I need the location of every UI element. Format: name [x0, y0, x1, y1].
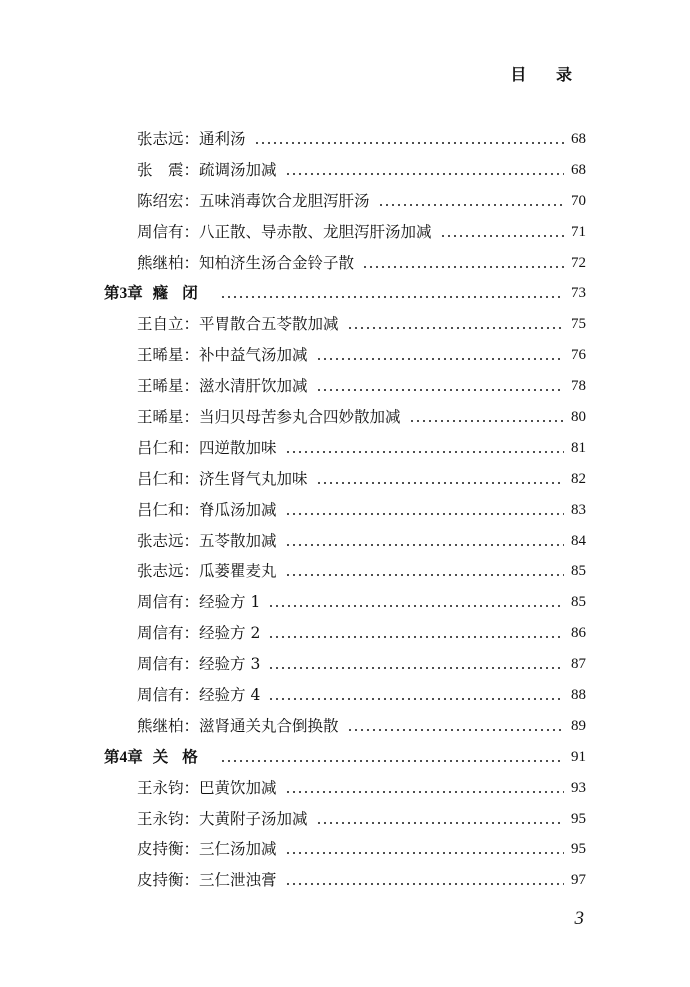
toc-label — [104, 278, 212, 310]
toc-separator: ： — [183, 377, 200, 396]
toc-page-number: 76 — [571, 347, 586, 364]
chapter-suffix: 章 — [127, 283, 143, 303]
toc-title: 脊瓜汤加减 — [199, 500, 277, 519]
toc-page-number: 81 — [571, 439, 586, 456]
toc-label — [137, 649, 260, 680]
toc-entry[interactable] — [0, 649, 690, 680]
toc-label — [137, 217, 432, 248]
dot-leader — [347, 729, 564, 731]
toc-separator: ： — [183, 562, 200, 581]
toc-title: 经验方 3 — [199, 655, 261, 674]
toc-entry[interactable] — [0, 773, 690, 804]
toc-title: 五苓散加减 — [199, 531, 277, 550]
dot-leader — [285, 173, 564, 175]
dot-leader — [316, 358, 564, 360]
toc-separator: ： — [183, 222, 200, 241]
toc-label — [137, 556, 277, 587]
toc-separator: ： — [183, 408, 200, 427]
toc-entry[interactable] — [0, 371, 690, 402]
toc-separator: ： — [183, 593, 200, 612]
toc-label — [137, 402, 401, 433]
toc-page-number: 75 — [571, 316, 586, 333]
toc-title: 疏调汤加减 — [199, 160, 277, 179]
toc-separator: ： — [183, 686, 200, 705]
toc-author: 王晞星 — [137, 377, 184, 396]
toc-title: 当归贝母苦参丸合四妙散加减 — [199, 408, 401, 427]
toc-page-number: 87 — [571, 656, 586, 673]
toc-separator: ： — [183, 655, 200, 674]
toc-page-number: 70 — [571, 192, 586, 209]
toc-title: 补中益气汤加减 — [199, 346, 308, 365]
dot-leader — [268, 636, 564, 638]
toc-entry[interactable] — [0, 186, 690, 217]
toc-title: 五味消毒饮合龙胆泻肝汤 — [199, 191, 370, 210]
toc-label — [137, 124, 246, 155]
toc-separator: ： — [183, 438, 200, 457]
toc-author: 熊继柏 — [137, 716, 184, 735]
toc-label — [137, 865, 277, 896]
toc-entry[interactable] — [0, 217, 690, 248]
dot-leader — [220, 296, 564, 298]
toc-author: 皮持衡 — [137, 840, 184, 859]
dot-leader — [254, 142, 564, 144]
toc-page-number: 97 — [571, 872, 586, 889]
toc-separator: ： — [183, 315, 200, 334]
toc-label — [137, 340, 308, 371]
dot-leader — [268, 698, 564, 700]
toc-author: 王晞星 — [137, 346, 184, 365]
toc-entry[interactable] — [0, 865, 690, 896]
chapter-number: 4 — [119, 748, 128, 766]
toc-separator: ： — [183, 130, 200, 148]
toc-label — [137, 773, 277, 804]
toc-label — [137, 587, 260, 618]
toc-author: 周信有 — [137, 624, 184, 643]
chapter-prefix: 第 — [104, 283, 120, 303]
toc-page-number: 95 — [571, 810, 586, 827]
toc-entry[interactable] — [0, 340, 690, 371]
dot-leader — [362, 266, 564, 268]
toc-separator: ： — [183, 840, 200, 859]
toc-entry[interactable] — [0, 464, 690, 495]
dot-leader — [316, 482, 564, 484]
toc-entry[interactable] — [0, 124, 690, 155]
toc-separator: ： — [183, 871, 200, 890]
toc-author: 王永钧 — [137, 809, 184, 828]
toc-page-number: 68 — [571, 131, 586, 147]
toc-label — [137, 618, 260, 649]
toc-author: 吕仁和 — [137, 438, 184, 457]
toc-page-number: 91 — [571, 748, 586, 765]
dot-leader — [285, 852, 564, 854]
toc-author: 张志远 — [137, 130, 184, 148]
running-head: 目 录 — [510, 65, 584, 84]
toc-author: 周信有 — [137, 222, 184, 241]
toc-label — [137, 464, 308, 495]
toc-page-number: 68 — [571, 161, 586, 178]
toc-author: 陈绍宏 — [137, 191, 184, 210]
toc-separator: ： — [183, 469, 200, 488]
toc-title: 巴黄饮加减 — [199, 778, 277, 797]
toc-label — [137, 495, 277, 526]
toc-title: 瓜蒌瞿麦丸 — [199, 562, 277, 581]
toc-entry[interactable] — [0, 248, 690, 279]
chapter-suffix: 章 — [127, 746, 143, 766]
toc-label — [104, 742, 212, 774]
toc-separator: ： — [183, 531, 200, 550]
toc-label — [137, 309, 339, 340]
toc-title: 经验方 1 — [199, 593, 261, 612]
dot-leader — [220, 760, 564, 762]
toc-author: 周信有 — [137, 686, 184, 705]
dot-leader — [285, 574, 564, 576]
chapter-title: 关格 — [152, 746, 212, 766]
toc-title: 滋水清肝饮加减 — [199, 377, 308, 396]
toc-separator: ： — [183, 160, 200, 179]
toc-page-number: 89 — [571, 717, 586, 734]
toc-separator: ： — [183, 716, 200, 735]
toc-entry[interactable] — [0, 834, 690, 865]
toc-page-number: 83 — [571, 501, 586, 518]
dot-leader — [285, 451, 564, 453]
toc-title: 经验方 2 — [199, 624, 261, 643]
toc-page-number: 78 — [571, 378, 586, 395]
dot-leader — [268, 605, 564, 607]
toc-entry[interactable] — [0, 804, 690, 835]
toc-author: 吕仁和 — [137, 469, 184, 488]
dot-leader — [378, 204, 564, 206]
dot-leader — [268, 667, 564, 669]
toc-entry[interactable] — [0, 587, 690, 618]
toc-entry[interactable] — [0, 680, 690, 711]
toc-page-number: 85 — [571, 563, 586, 580]
toc-entry[interactable] — [0, 711, 690, 742]
toc-chapter-heading[interactable] — [0, 742, 690, 773]
toc-title: 济生肾气丸加味 — [199, 469, 308, 488]
toc-page-number: 93 — [571, 779, 586, 796]
toc-author: 张 震 — [137, 160, 184, 179]
toc-page-number: 82 — [571, 470, 586, 487]
toc-page-number: 84 — [571, 532, 586, 549]
toc-separator: ： — [183, 624, 200, 643]
dot-leader — [285, 791, 564, 793]
toc-label — [137, 155, 277, 186]
toc-page-number: 71 — [571, 223, 586, 240]
toc-separator: ： — [183, 253, 200, 272]
toc-separator: ： — [183, 809, 200, 828]
toc-label — [137, 804, 308, 835]
toc-title: 大黄附子汤加减 — [199, 809, 308, 828]
toc-separator: ： — [183, 191, 200, 210]
toc-entry[interactable] — [0, 618, 690, 649]
toc-author: 王自立 — [137, 315, 184, 334]
dot-leader — [440, 235, 564, 237]
chapter-number: 3 — [119, 285, 128, 303]
table-of-contents — [0, 124, 690, 896]
dot-leader — [285, 513, 564, 515]
toc-title: 滋肾通关丸合倒换散 — [199, 716, 339, 735]
toc-page-number: 95 — [571, 841, 586, 858]
toc-page-number: 86 — [571, 625, 586, 642]
toc-author: 周信有 — [137, 655, 184, 674]
dot-leader — [347, 327, 564, 329]
toc-entry[interactable] — [0, 155, 690, 186]
toc-label — [137, 834, 277, 865]
toc-separator: ： — [183, 778, 200, 797]
toc-entry[interactable] — [0, 433, 690, 464]
toc-title: 三仁泄浊膏 — [199, 871, 277, 890]
toc-author: 吕仁和 — [137, 500, 184, 519]
chapter-title: 癃闭 — [152, 283, 212, 303]
toc-page-number: 85 — [571, 594, 586, 611]
dot-leader — [285, 544, 564, 546]
toc-separator: ： — [183, 500, 200, 519]
toc-title: 经验方 4 — [199, 686, 261, 705]
toc-entry[interactable] — [0, 495, 690, 526]
toc-title: 三仁汤加减 — [199, 840, 277, 859]
toc-label — [137, 433, 277, 464]
toc-entry[interactable] — [0, 309, 690, 340]
toc-author: 王永钧 — [137, 778, 184, 797]
toc-author: 张志远 — [137, 562, 184, 581]
dot-leader — [316, 389, 564, 391]
toc-author: 皮持衡 — [137, 871, 184, 890]
toc-author: 张志远 — [137, 531, 184, 550]
toc-entry[interactable] — [0, 526, 690, 557]
toc-label — [137, 680, 260, 711]
dot-leader — [409, 420, 564, 422]
dot-leader — [316, 822, 564, 824]
toc-label — [137, 371, 308, 402]
dot-leader — [285, 883, 564, 885]
toc-entry[interactable] — [0, 556, 690, 587]
toc-title: 通利汤 — [199, 130, 246, 148]
toc-page-number: 72 — [571, 254, 586, 271]
toc-title: 平胃散合五苓散加减 — [199, 315, 339, 334]
toc-separator: ： — [183, 346, 200, 365]
toc-author: 周信有 — [137, 593, 184, 612]
page-number: 3 — [574, 908, 584, 929]
toc-title: 四逆散加味 — [199, 438, 277, 457]
toc-label — [137, 248, 354, 279]
toc-title: 八正散、导赤散、龙胆泻肝汤加减 — [199, 222, 432, 241]
toc-entry[interactable] — [0, 402, 690, 433]
toc-page-number: 73 — [571, 285, 586, 302]
toc-author: 熊继柏 — [137, 253, 184, 272]
toc-chapter-heading[interactable] — [0, 278, 690, 309]
toc-label — [137, 186, 370, 217]
toc-page-number: 88 — [571, 687, 586, 704]
toc-title: 知柏济生汤合金铃子散 — [199, 253, 355, 272]
toc-label — [137, 711, 339, 742]
toc-page-number: 80 — [571, 409, 586, 426]
toc-label — [137, 526, 277, 557]
toc-author: 王晞星 — [137, 408, 184, 427]
chapter-prefix: 第 — [104, 746, 120, 766]
